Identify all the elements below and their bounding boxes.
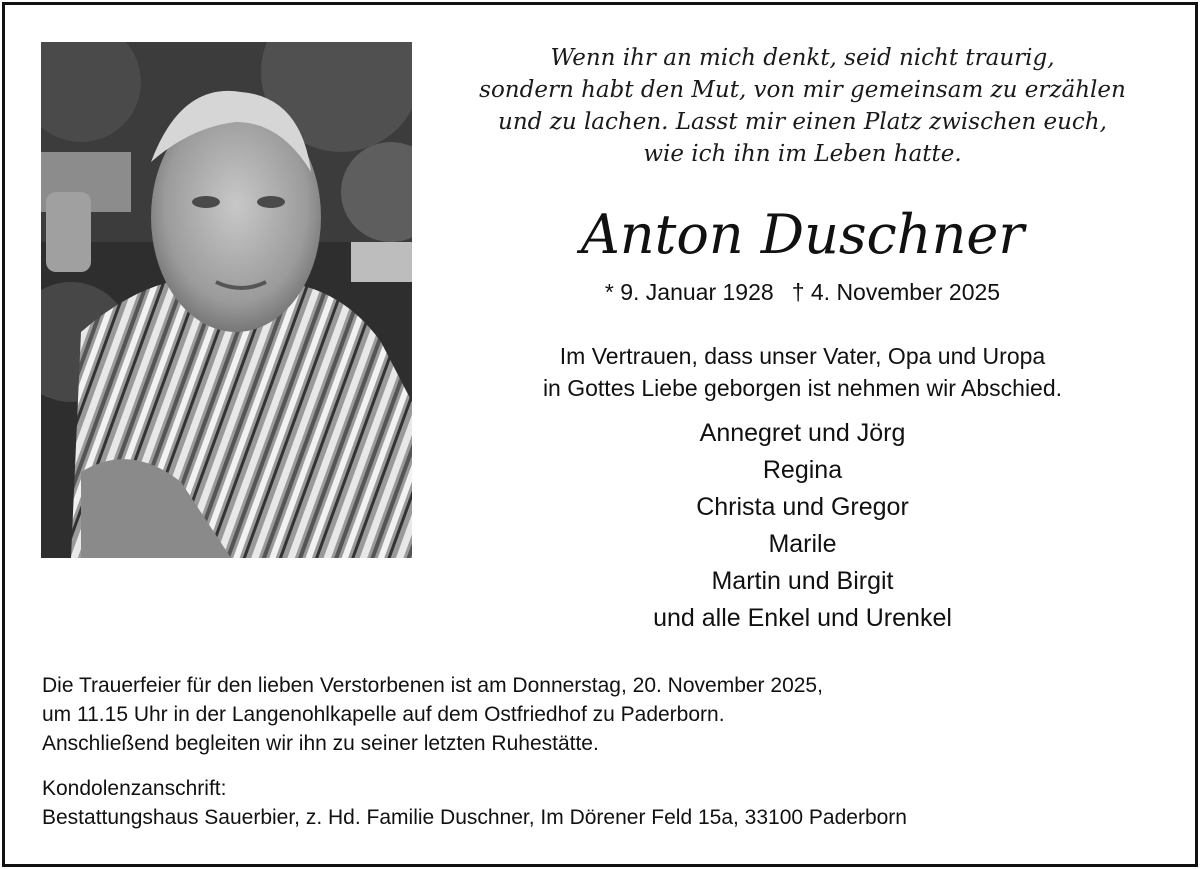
funeral-line: Die Trauerfeier für den lieben Verstorbenen ist am Donnerstag, 20. November 2025, xyxy=(42,674,823,697)
farewell-line: in Gottes Liebe geborgen ist nehmen wir Abschied. xyxy=(542,375,1063,401)
mourner-name: Marile xyxy=(768,530,837,558)
mourner-name: Annegret und Jörg xyxy=(699,419,906,447)
life-dates xyxy=(430,276,1175,308)
farewell-line: Im Vertrauen, dass unser Vater, Opa und Uropa xyxy=(559,343,1046,369)
mourner-name: Martin und Birgit xyxy=(711,567,894,595)
mourners-list xyxy=(430,415,1175,637)
mourner-name: und alle Enkel und Urenkel xyxy=(653,604,952,632)
condolence-label: Kondolenzanschrift: xyxy=(42,777,227,800)
birth-date: * 9. Januar 1928 xyxy=(604,279,774,305)
condolence-address-line: Bestattungshaus Sauerbier, z. Hd. Familie Duschner, Im Dörener Feld 15a, 33100 Paderborn xyxy=(42,806,907,829)
portrait-photo xyxy=(41,42,412,558)
mourner-name: Regina xyxy=(762,456,843,484)
condolence-address xyxy=(42,774,1162,832)
farewell-text xyxy=(430,340,1175,404)
funeral-line: um 11.15 Uhr in der Langenohlkapelle auf dem Ostfriedhof zu Paderborn. xyxy=(42,703,725,726)
funeral-details xyxy=(42,671,1162,758)
mourner-name: Christa und Gregor xyxy=(696,493,909,521)
death-date: † 4. November 2025 xyxy=(791,279,1001,305)
quote-line: sondern habt den Mut, von mir gemeinsam zu erzählen xyxy=(479,77,1126,103)
quote-line: wie ich ihn im Leben hatte. xyxy=(643,141,962,167)
quote-line: und zu lachen. Lasst mir einen Platz zwischen euch, xyxy=(498,109,1107,135)
memorial-quote xyxy=(430,42,1175,170)
quote-line: Wenn ihr an mich denkt, seid nicht traurig, xyxy=(550,45,1055,71)
deceased-name: Anton Duschner xyxy=(580,203,1025,266)
funeral-line: Anschließend begleiten wir ihn zu seiner letzten Ruhestätte. xyxy=(42,732,599,755)
